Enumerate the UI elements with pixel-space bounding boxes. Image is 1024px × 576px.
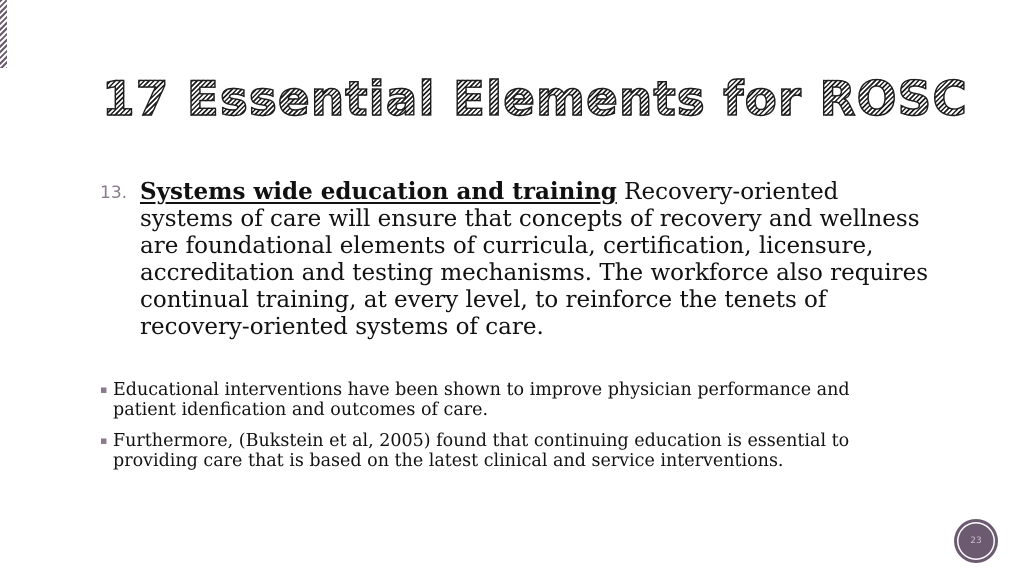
bullet-square-icon: ▪ [100, 383, 108, 396]
page-number: 23 [970, 536, 982, 546]
item-number: 13. [100, 183, 128, 203]
bullet-item [100, 431, 890, 471]
item-text [140, 178, 932, 341]
bullet-text: Furthermore, (Bukstein et al, 2005) found that continuing education is essential to providing care that is based on the latest clinical and service interventions. [113, 431, 850, 471]
page-number-badge [957, 522, 995, 560]
bullet-square-icon: ▪ [100, 434, 108, 447]
bullet-item [100, 380, 890, 420]
corner-decoration [0, 0, 7, 68]
bullet-list [100, 380, 890, 482]
slide-title: 17 Essential Elements for ROSC [102, 72, 968, 127]
bullet-text: Educational interventions have been shown to improve physician performance and patient idenfication and outcomes of care. [113, 380, 850, 420]
numbered-item-13 [100, 178, 940, 341]
item-heading: Systems wide education and training [140, 178, 617, 205]
item-body: Recovery-oriented systems of care will ensure that concepts of recovery and wellness are foundational elements of curricula, certification, licensure, accreditation and testing mechanisms. The workforce also requires continual training, at every level, to reinforce the tenets of recovery-oriented systems of care. [140, 179, 929, 340]
